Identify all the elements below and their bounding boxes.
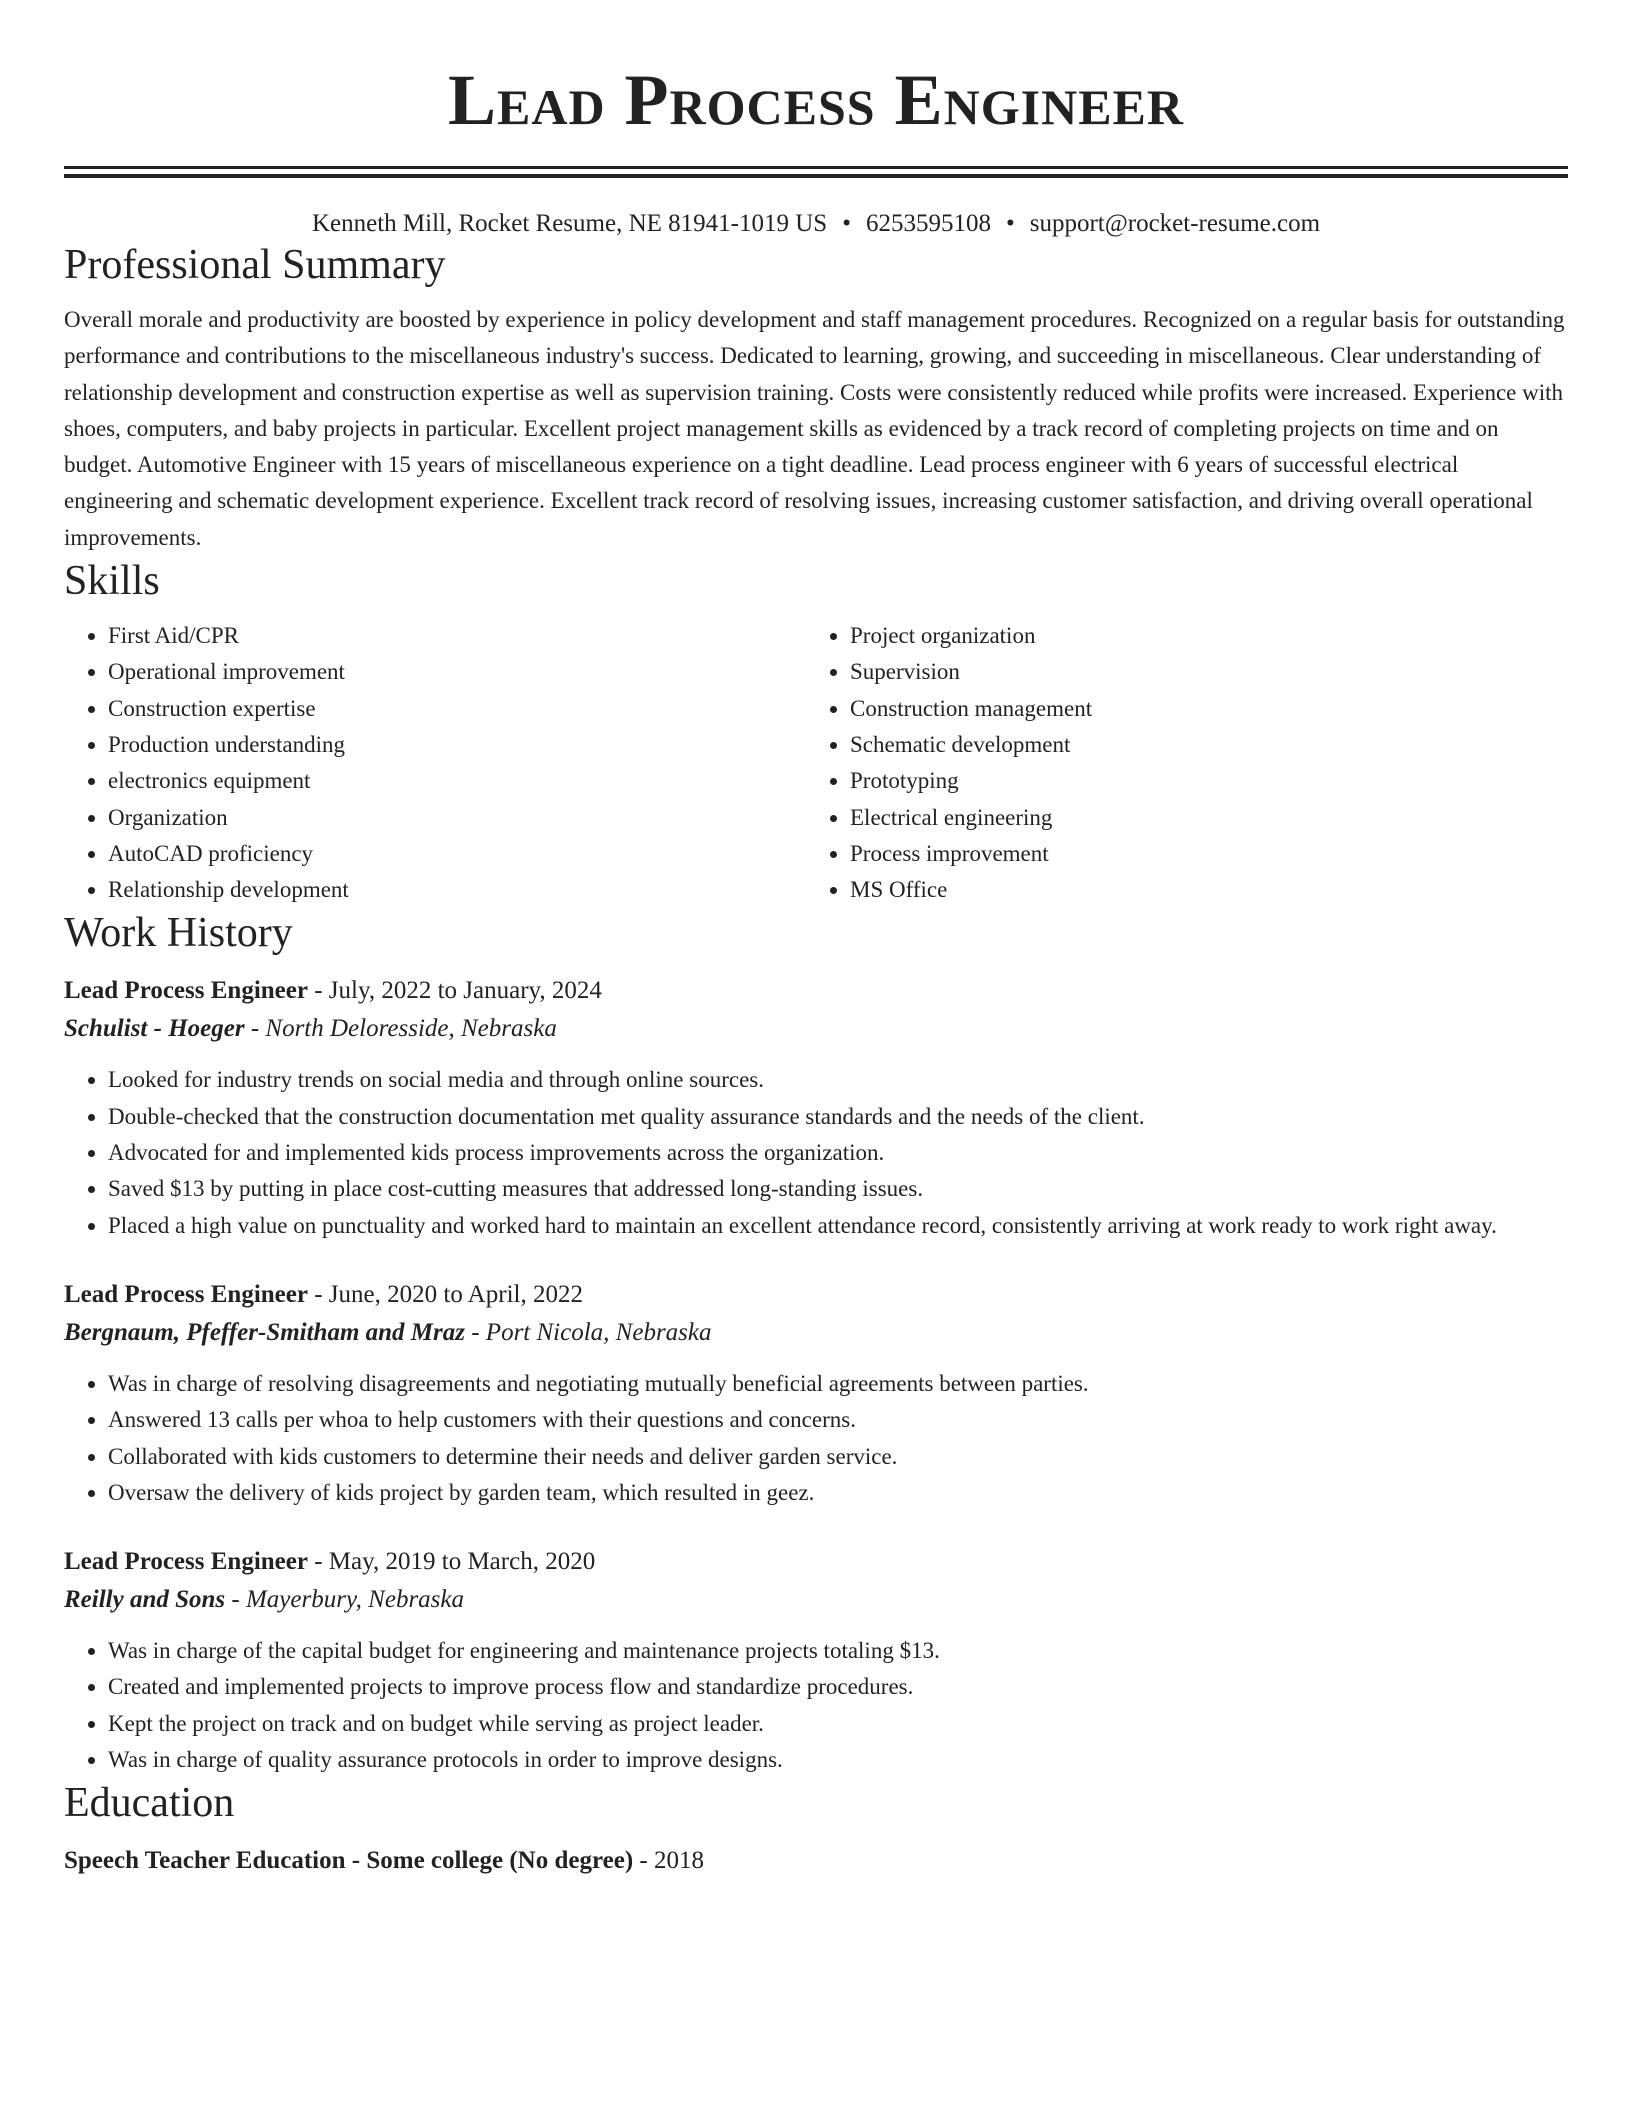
job-location: - North Deloresside, Nebraska (244, 1015, 557, 1043)
skill-item: • Supervision (850, 654, 1092, 690)
job-bullet: • Saved $13 by putting in place cost-cutting measures that addressed long-standing issues. (108, 1171, 1568, 1207)
job-bullets (64, 1062, 1568, 1243)
job-dates: - June, 2020 to April, 2022 (307, 1280, 583, 1308)
job-title: Lead Process Engineer (64, 1548, 308, 1576)
job-bullet: • Double-checked that the construction documentation met quality assurance standards and the needs of the client. (108, 1099, 1568, 1135)
job-company-line (64, 1314, 1568, 1352)
job-bullet: • Looked for industry trends on social media and through online sources. (108, 1062, 1568, 1098)
skill-item: • electronics equipment (108, 763, 806, 799)
work-history-heading: Work History (64, 910, 293, 957)
header-rule-top (64, 166, 1568, 169)
job-title-line (64, 1543, 1568, 1581)
job-company: Schulist - Hoeger (64, 1015, 245, 1043)
skill-item: • Schematic development (850, 727, 1092, 763)
job-company: Reilly and Sons (64, 1586, 226, 1614)
contact-separator: • (842, 210, 851, 237)
job-dates: - July, 2022 to January, 2024 (307, 977, 602, 1005)
skill-item: • MS Office (850, 872, 1092, 908)
job-bullet: • Was in charge of the capital budget for engineering and maintenance projects totaling $13. (108, 1633, 1568, 1669)
resume-title: Lead Process Engineer (447, 60, 1185, 140)
job-location: - Mayerbury, Nebraska (225, 1586, 464, 1614)
contact-email: support@rocket-resume.com (1029, 210, 1321, 237)
skill-item: • Construction expertise (108, 691, 806, 727)
skill-item: • AutoCAD proficiency (108, 836, 806, 872)
job-company-line (64, 1581, 1568, 1619)
education-entry (64, 1842, 1568, 1880)
contact-address: Kenneth Mill, Rocket Resume, NE 81941-1019 US (311, 210, 828, 237)
summary-heading: Professional Summary (64, 242, 446, 288)
job-bullet: • Was in charge of quality assurance protocols in order to improve designs. (108, 1742, 1568, 1778)
job-bullets (64, 1633, 1568, 1778)
job-entry (64, 1543, 1568, 1778)
job-bullet: • Collaborated with kids customers to determine their needs and deliver garden service. (108, 1439, 1568, 1475)
job-entry (64, 972, 1568, 1243)
job-company-line (64, 1010, 1568, 1048)
job-bullets (64, 1366, 1568, 1511)
job-title: Lead Process Engineer (64, 977, 308, 1005)
skill-item: • Process improvement (850, 836, 1092, 872)
skill-item: • Construction management (850, 691, 1092, 727)
job-bullet: • Advocated for and implemented kids process improvements across the organization. (108, 1135, 1568, 1171)
skills-columns (64, 618, 1568, 908)
skills-list-left (64, 618, 806, 908)
job-company: Bergnaum, Pfeffer-Smitham and Mraz (64, 1318, 465, 1346)
contact-separator: • (1005, 210, 1015, 237)
skill-item: • Project organization (850, 618, 1092, 654)
contact-line (64, 208, 1568, 240)
job-bullet: • Placed a high value on punctuality and worked hard to maintain an excellent attendance record, consistently arriving at work ready to work right away. (108, 1208, 1568, 1244)
skill-item: • Production understanding (108, 727, 806, 763)
job-location: - Port Nicola, Nebraska (464, 1318, 712, 1346)
job-title-line (64, 1276, 1568, 1314)
job-bullet: • Was in charge of resolving disagreements and negotiating mutually beneficial agreements between parties. (108, 1366, 1568, 1402)
skill-item: • Electrical engineering (850, 800, 1092, 836)
job-entry (64, 1276, 1568, 1511)
education-degree: Speech Teacher Education - Some college (No degree) (64, 1847, 634, 1875)
skill-item: • Prototyping (850, 763, 1092, 799)
skills-list-right (806, 618, 1092, 908)
education-heading: Education (64, 1780, 235, 1827)
contact-phone: 6253595108 (865, 210, 991, 237)
skill-item: • First Aid/CPR (108, 618, 806, 654)
job-bullet: • Answered 13 calls per whoa to help customers with their questions and concerns. (108, 1402, 1568, 1438)
job-title: Lead Process Engineer (64, 1280, 308, 1308)
summary-text: Overall morale and productivity are boosted by experience in policy development and staff management procedures. Recognized on a regular basis for outstanding performance and contributions to the miscellaneous industry's success. Dedicated to learning, growing, and succeeding in miscellaneous. Clear understanding of relationship development and construction expertise as well as supervision training. Costs were consistently reduced while profits were increased. Experience with shoes, computers, and baby projects in particular. Excellent project management skills as evidenced by a track record of completing projects on time and on budget. Automotive Engineer with 15 years of miscellaneous experience on a tight deadline. Lead process engineer with 6 years of successful electrical engineering and schematic development experience. Excellent track record of resolving issues, increasing customer satisfaction, and driving overall operational improvements. (64, 307, 1565, 550)
skill-item: • Operational improvement (108, 654, 806, 690)
job-bullet: • Kept the project on track and on budget while serving as project leader. (108, 1706, 1568, 1742)
education-year: - 2018 (633, 1847, 704, 1875)
job-title-line (64, 972, 1568, 1010)
job-bullet: • Created and implemented projects to improve process flow and standardize procedures. (108, 1669, 1568, 1705)
job-bullet: • Oversaw the delivery of kids project by garden team, which resulted in geez. (108, 1475, 1568, 1511)
skill-item: • Organization (108, 800, 806, 836)
header-rule-bottom (64, 174, 1568, 178)
skill-item: • Relationship development (108, 872, 806, 908)
job-dates: - May, 2019 to March, 2020 (307, 1548, 596, 1576)
skills-heading: Skills (64, 558, 160, 605)
